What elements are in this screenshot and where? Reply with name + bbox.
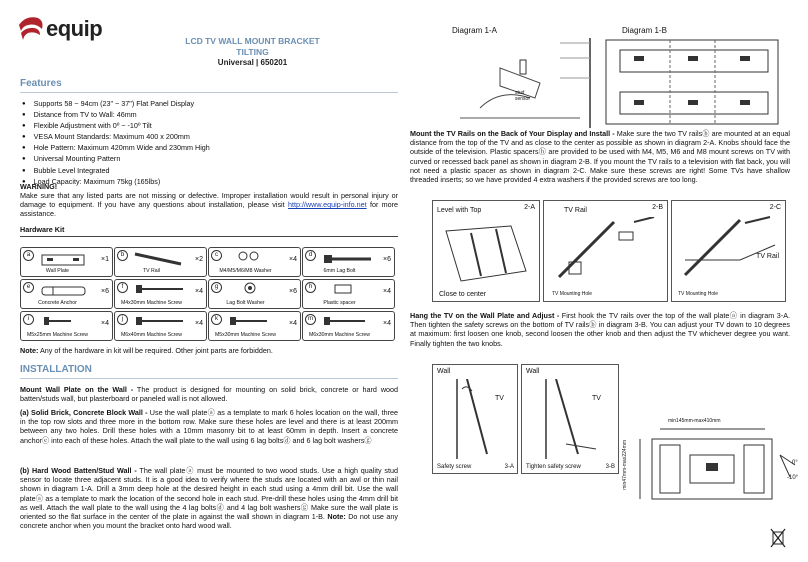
rails-paragraph: Mount the TV Rails on the Back of Your Display and Install - Make sure the two TV railsⓑ are mounted at an equal distance from the top of the TV and as close to the center as possible as shown in diagram 2-A. Knobs should face the outside of the television. Plastic spacersⓗ are provided to be used with M4, M5, M6 and M8 mount screws on TV with curved or recessed back panel as shown in diagram 2-B. If you mount the TV rails to a television with flat back, you will not need a plastic spacer as shown in diagram 2-C. Make sure these screws are right! Some TVs have shallow threaded inserts; so we have provided 4 extra washers if the provided screws are too long. [410, 129, 790, 185]
flat-back-illustration [680, 215, 780, 285]
hardware-item-k: k M5x30mm Machine Screw ×4 [208, 311, 301, 341]
tilt-zero: 0° [792, 460, 798, 466]
hardware-note: Note: Any of the hardware in kit will be required. Other joint parts are forbidden. [20, 346, 273, 355]
stud-sensor-label: stud sensor [515, 90, 531, 102]
list-item: ● VESA Mount Standards: Maximum 400 x 200mm [22, 132, 210, 143]
support-link[interactable]: http://www.equip-info.net [287, 200, 367, 210]
hardware-item-m: m M6x30mm Machine Screw ×4 [302, 311, 395, 341]
tv-back-illustration [441, 221, 531, 289]
hardware-item-e: e Concrete Anchor ×6 [20, 279, 113, 309]
brick-wall-paragraph: (a) Solid Brick, Concrete Block Wall - Use the wall plateⓐ as a template to mark 6 holes location on the wall, three in the top row slots and three more in the bottom row. Make sure these holes are level and there is at least 200mm between any two holes. Drill these holes with a 10mm masonry bit to at least 60mm in depth. Insert a concrete anchorⓔ into each of these holes. Attach the wall plate to the wall using 6 lag boltsⓓ and 6 lag bolt washersⓖ [20, 408, 398, 445]
hardware-item-f: f M4x30mm Machine Screw ×4 [114, 279, 207, 309]
diagram-2c: 2-C TV Rail TV Mounting Hole [671, 200, 786, 302]
dimension-illustration [630, 425, 800, 525]
recycle-bin-icon [770, 528, 786, 548]
hardware-item-c: c M4/M5/M6/M8 Washer ×4 [208, 247, 301, 277]
washer-icon [237, 250, 261, 262]
spacer-illustration [554, 217, 659, 287]
diagram-1a-label: Diagram 1-A [452, 26, 497, 35]
spacer-icon [333, 283, 353, 295]
hardware-heading: Hardware Kit [20, 225, 65, 234]
diagram-1b-label: Diagram 1-B [622, 26, 667, 35]
lag-bolt-icon [323, 254, 373, 264]
doc-title: LCD TV WALL MOUNT BRACKET TILTING [185, 36, 320, 57]
tilt-minus-ten: -10° [787, 475, 799, 481]
hardware-item-d: d 6mm Lag Bolt ×6 [302, 247, 395, 277]
list-item: ● Flexible Adjustment with 0º ~ -10º Tilt [22, 121, 210, 132]
features-heading: Features [20, 78, 62, 89]
doc-subtitle: Universal | 650201 [217, 58, 288, 67]
warning-heading: WARNING! [20, 182, 58, 191]
hook-illustration [437, 379, 515, 459]
hardware-item-a: a Wall Plate ×1 [20, 247, 113, 277]
brand-name: equip [46, 16, 103, 41]
list-item: ● Load Capacity: Maximum 75kg (165lbs) [22, 177, 210, 188]
bolt-washer-icon [243, 282, 257, 294]
screw-icon [135, 284, 185, 294]
warning-text: Make sure that any listed parts are not missing or defective. Improper installation would result in personal injury or damage to equipment. If you have any questions about installation, please visit http://www.equip-info.net for more assistance. [20, 191, 398, 219]
width-dimension: min145mm-max410mm [668, 418, 721, 424]
diagram-3b: Wall TV Tighten safety screw 3-B [521, 364, 619, 474]
diagram-1b-illustration [600, 36, 785, 128]
installation-heading: INSTALLATION [20, 364, 92, 375]
list-item: ● Universal Mounting Pattern [22, 154, 210, 165]
equip-logo-icon [16, 13, 46, 43]
wall-plate-icon [41, 253, 86, 267]
height-dimension: min47mm-max224mm [622, 440, 628, 490]
diagram-1a-illustration [440, 38, 600, 128]
hardware-item-b: b TV Rail ×2 [114, 247, 207, 277]
hardware-item-h: h Plastic spacer ×4 [302, 279, 395, 309]
list-item: ● Distance from TV to Wall: 46mm [22, 110, 210, 121]
diagram-2b: 2-B TV Rail TV Mounting Hole [543, 200, 668, 302]
list-item: ● Supports 58 ~ 94cm (23" ~ 37") Flat Panel Display [22, 99, 210, 110]
divider [20, 92, 398, 93]
hardware-item-g: g Lag Bolt Washer ×6 [208, 279, 301, 309]
divider [20, 378, 398, 379]
hardware-item-i: i M5x25mm Machine Screw ×4 [20, 311, 113, 341]
hardware-item-j: j M6x40mm Machine Screw ×4 [114, 311, 207, 341]
anchor-icon [41, 286, 86, 296]
list-item: ● Bubble Level Integrated [22, 166, 210, 177]
list-item: ● Hole Pattern: Maximum 420mm Wide and 230mm High [22, 143, 210, 154]
features-list [22, 99, 210, 188]
screw-icon [229, 316, 269, 326]
hang-paragraph: Hang the TV on the Wall Plate and Adjust - First hook the TV rails over the top of the wall plateⓐ in diagram 3-A. Then tighten the safety screws on the bottom of TV railsⓑ in diagram 3-B. You can adjust your TV down to 10 degrees at maximum: first loosen one knob, second loosen the other knob and then adjust the TV whichever degree you want. Finally tighten the two knobs. [410, 311, 790, 348]
divider [20, 236, 398, 237]
wood-stud-paragraph: (b) Hard Wood Batten/Stud Wall - The wall plateⓐ must be mounted to two wood studs. Use a high quality stud sensor to locate three adjacent studs. It is a good idea to verify where the studs are located with an awl or thin nail shown in diagram 1-A. Drill a 3mm deep hole at the desired height in each stud using a 4mm drill bit. Use the wall plateⓐ as a template to mark the location of the second hole in each stud. Pre-drill these holes using the 4mm drill bit as well. Attach the wall plate to the wall using the 4 lag boltsⓓ and 4 lag bolt washersⓖ Make sure the wall plate is oriented so the flat surface in the center of the plate in against the wall shown in diagram 1-B. Note: Do not use any concrete anchor when you mount the bracket onto hard wood wall. [20, 466, 398, 531]
screw-icon [323, 316, 367, 326]
diagram-3a: Wall TV Safety screw 3-A [432, 364, 518, 474]
wall-plate-paragraph: Mount Wall Plate on the Wall - The product is designed for mounting on solid brick, concrete or hard wood batten/studs wall, but plasterboard or paneled wall is not allowed. [20, 385, 398, 404]
screw-icon [135, 316, 185, 326]
tv-rail-icon [133, 251, 183, 267]
diagram-2a: 2-A Level with Top Close to center [432, 200, 540, 302]
screw-icon [43, 316, 73, 326]
tighten-illustration [526, 379, 616, 459]
hardware-grid [20, 247, 395, 343]
